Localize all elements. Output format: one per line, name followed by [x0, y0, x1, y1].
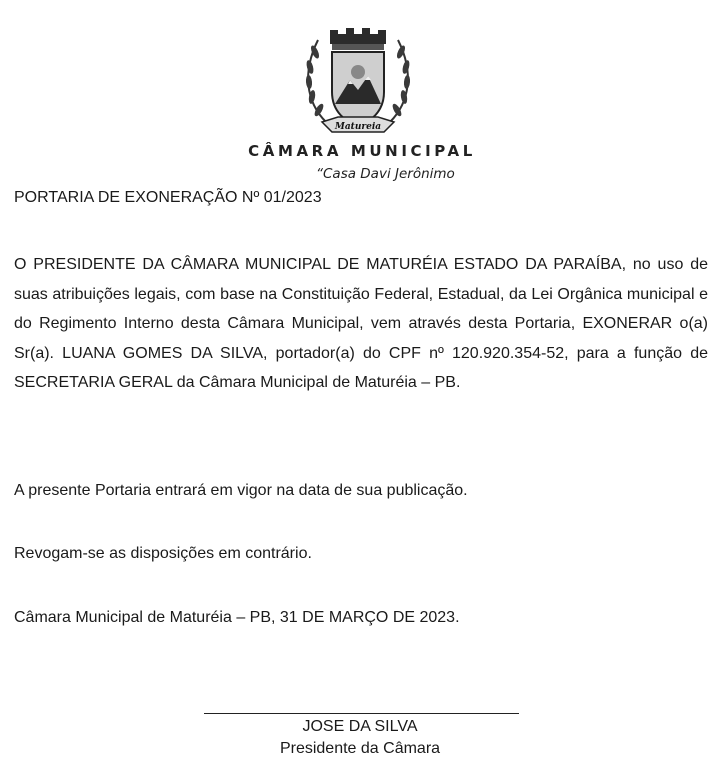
body-paragraph: O PRESIDENTE DA CÂMARA MUNICIPAL DE MATURÉIA ESTADO DA PARAÍBA, no uso de suas atribuições legais, com base na Constituição Federal, Estadual, da Lei Orgânica municipal e do Regimento Interno desta Câmara Municipal, vem através desta Portaria, EXONERAR o(a) Sr(a). LUANA GOMES DA SILVA, portador(a) do CPF nº 120.920.354-52, para a função de SECRETARIA GERAL da Câmara Municipal de Maturéia – PB. [14, 256, 708, 391]
signature-line [204, 713, 519, 714]
document-title: PORTARIA DE EXONERAÇÃO Nº 01/2023 [14, 189, 322, 206]
revocation-clause: Revogam-se as disposições em contrário. [14, 545, 312, 562]
signatory-name: JOSE DA SILVA [302, 718, 418, 735]
place-date-line: Câmara Municipal de Maturéia – PB, 31 DE MARÇO DE 2023. [14, 609, 460, 626]
signatory-role: Presidente da Câmara [279, 740, 441, 757]
coat-of-arms-icon [288, 22, 428, 140]
svg-text:Matureia: Matureia [334, 122, 382, 132]
chamber-name: CÂMARA MUNICIPAL [248, 142, 476, 160]
house-name-subtitle: “Casa Davi Jerônimo [316, 166, 455, 182]
effective-clause: A presente Portaria entrará em vigor na data de sua publicação. [14, 482, 468, 499]
